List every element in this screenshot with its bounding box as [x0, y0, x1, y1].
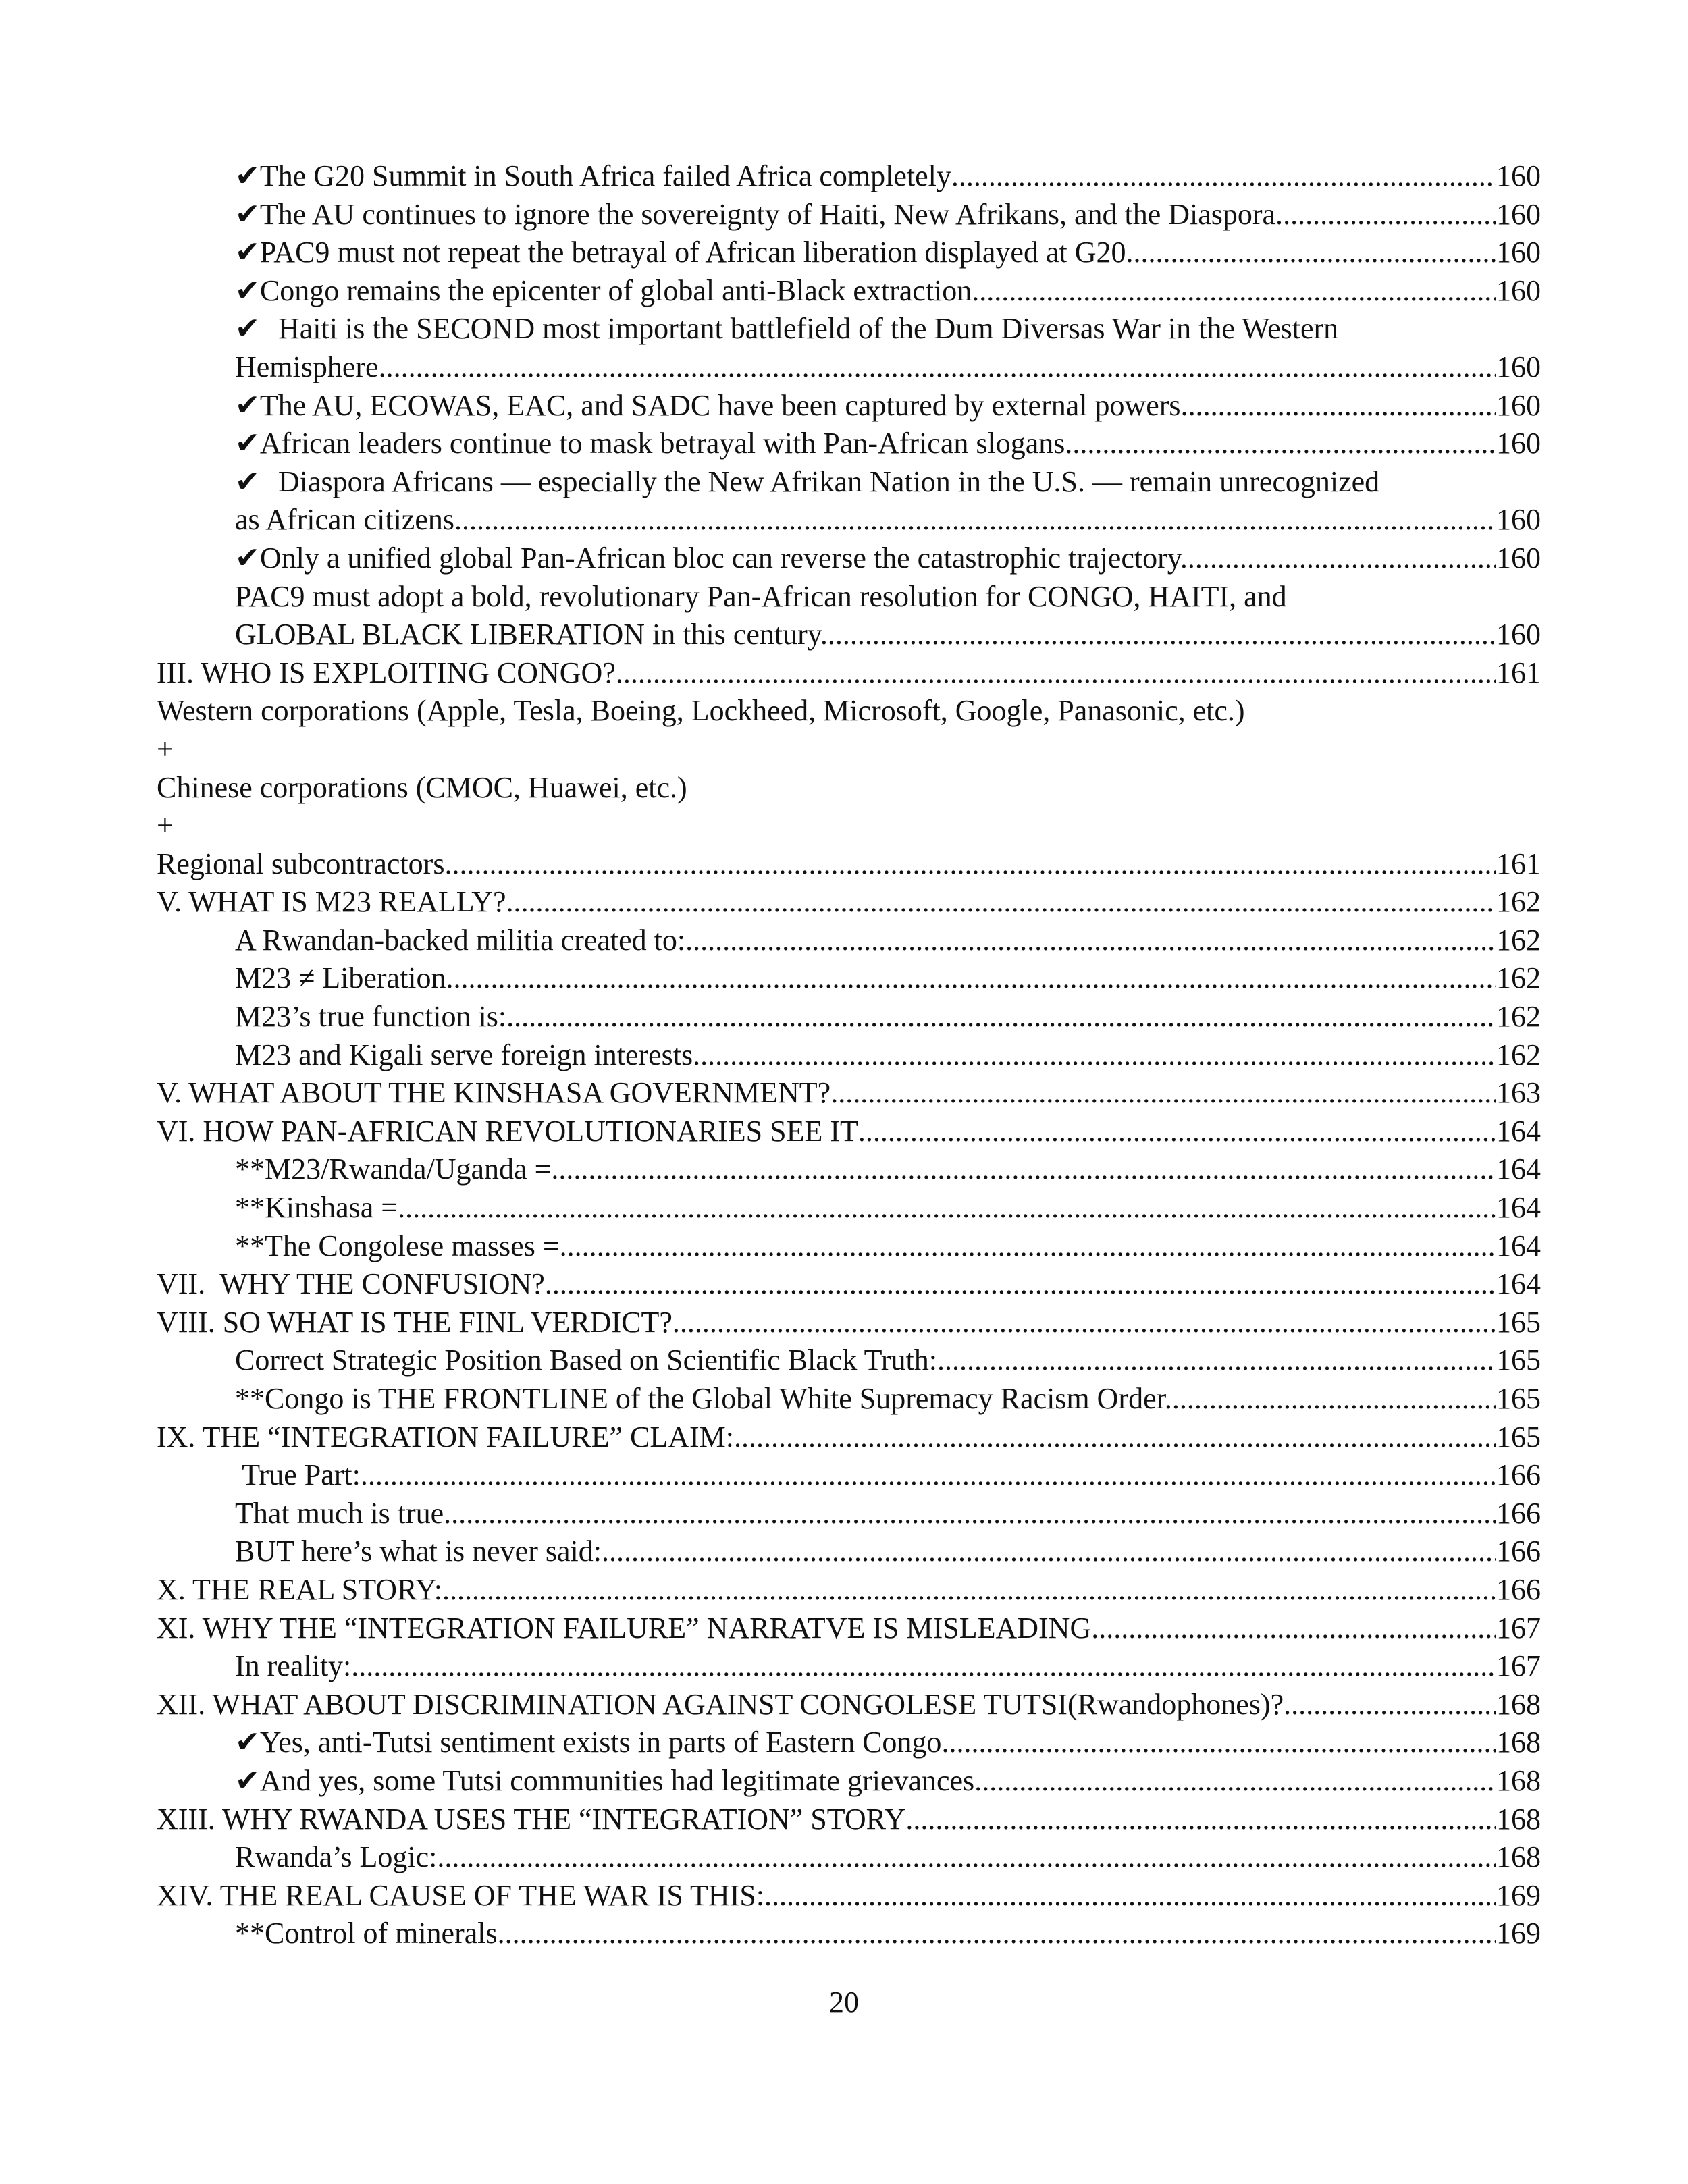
- dot-leader: [1072, 425, 1496, 463]
- toc-entry-page-number: 165: [1496, 1343, 1541, 1377]
- dot-leader: [351, 1647, 1496, 1686]
- dot-leader: [551, 1150, 1496, 1189]
- toc-entry-page-number: 163: [1496, 1076, 1541, 1110]
- toc-entry-page-number: 169: [1496, 1917, 1541, 1950]
- dot-leader: [685, 922, 1496, 960]
- toc-entry-page-number: 167: [1496, 1649, 1541, 1683]
- toc-entry[interactable]: [157, 425, 1541, 463]
- toc-entry-title: PAC9 must not repeat the betrayal of African liberation displayed at G20: [259, 236, 1126, 269]
- dot-leader: [498, 1915, 1496, 1953]
- dot-leader: [446, 959, 1496, 998]
- dot-leader: [444, 845, 1496, 884]
- toc-entry-page-number: 166: [1496, 1458, 1541, 1492]
- toc-entry-page-number: 164: [1496, 1191, 1541, 1225]
- toc-entry-title: Yes, anti-Tutsi sentiment exists in parts of Eastern Congo: [259, 1726, 942, 1759]
- toc-entry-page-number: 161: [1496, 847, 1541, 880]
- toc-entry[interactable]: [157, 539, 1541, 578]
- dot-leader: [454, 501, 1496, 539]
- checkmark-icon: ✔: [235, 464, 260, 498]
- toc-entry-title: Only a unified global Pan-African bloc can reverse the catastrophic trajectory.: [259, 541, 1188, 575]
- toc-entry-title: **M23/Rwanda/Uganda =: [235, 1152, 552, 1186]
- dot-leader: [905, 1801, 1496, 1839]
- toc-entry[interactable]: [157, 310, 1541, 386]
- dot-leader: [974, 1762, 1496, 1801]
- toc-entry-page-number: 162: [1496, 961, 1541, 995]
- toc-entry-page-number: 160: [1496, 273, 1541, 307]
- toc-entry-title: XI. WHY THE “INTEGRATION FAILURE” NARRATVE IS MISLEADING: [157, 1611, 1092, 1645]
- toc-entry[interactable]: [157, 1036, 1541, 1075]
- dot-leader: [1188, 539, 1496, 578]
- toc-entry[interactable]: [157, 463, 1541, 539]
- toc-entry[interactable]: [157, 272, 1541, 311]
- dot-leader: [858, 1113, 1496, 1151]
- toc-entry[interactable]: [157, 1304, 1541, 1342]
- page-number: 20: [829, 1986, 859, 2019]
- toc-entry[interactable]: [157, 1113, 1541, 1151]
- dot-leader: [560, 1227, 1496, 1266]
- toc-entry-title: And yes, some Tutsi communities had legitimate grievances: [259, 1763, 975, 1797]
- toc-entry-title: V. WHAT IS M23 REALLY?: [157, 885, 506, 919]
- toc-entry[interactable]: [157, 1227, 1541, 1266]
- toc-entry-title: XIV. THE REAL CAUSE OF THE WAR IS THIS:: [157, 1878, 765, 1912]
- toc-entry-title: III. WHO IS EXPLOITING CONGO?: [157, 656, 616, 689]
- toc-entry-title-line: ✔ Haiti is the SECOND most important battlefield of the Dum Diversas War in the Western: [235, 310, 1541, 348]
- toc-entry-page-number: 165: [1496, 1305, 1541, 1339]
- toc-entry-title: Rwanda’s Logic:: [235, 1840, 438, 1874]
- toc-entry-page-number: 166: [1496, 1572, 1541, 1606]
- toc-entry[interactable]: [157, 387, 1541, 425]
- dot-leader: [1091, 1609, 1496, 1648]
- dot-leader: [442, 1571, 1496, 1609]
- toc-entry[interactable]: [157, 1495, 1541, 1533]
- toc-entry-title: **Control of minerals: [235, 1917, 498, 1950]
- dot-leader: [616, 654, 1496, 693]
- toc-entry[interactable]: [157, 234, 1541, 272]
- toc-entry-page-number: 160: [1496, 541, 1541, 575]
- toc-entry-title: BUT here’s what is never said:: [235, 1535, 602, 1568]
- toc-entry[interactable]: [157, 1686, 1541, 1724]
- checkmark-icon: ✔: [235, 427, 260, 460]
- toc-entry-title: VII. WHY THE CONFUSION?: [157, 1267, 545, 1301]
- toc-entry[interactable]: [157, 1915, 1541, 1953]
- toc-entry[interactable]: [157, 1456, 1541, 1495]
- toc-entry-title: **Kinshasa =: [235, 1191, 398, 1225]
- toc-entry-page-number: 166: [1496, 1535, 1541, 1568]
- toc-entry[interactable]: [157, 1801, 1541, 1839]
- checkmark-icon: ✔: [235, 1726, 260, 1759]
- dot-leader: [734, 1418, 1496, 1457]
- dot-leader: [672, 1304, 1496, 1342]
- toc-entry-title: IX. THE “INTEGRATION FAILURE” CLAIM:: [157, 1420, 735, 1454]
- toc-entry-page-number: 160: [1496, 618, 1541, 651]
- toc-entry-page-number: 162: [1496, 885, 1541, 919]
- toc-entry[interactable]: [157, 692, 1541, 883]
- toc-entry-page-number: 165: [1496, 1382, 1541, 1415]
- toc-entry-page-number: 160: [1496, 503, 1541, 537]
- toc-entry-title: VIII. SO WHAT IS THE FINL VERDICT?: [157, 1305, 672, 1339]
- dot-leader: [444, 1495, 1496, 1533]
- toc-entry[interactable]: [157, 196, 1541, 234]
- toc-entry[interactable]: [157, 1341, 1541, 1380]
- toc-entry-title: That much is true: [235, 1496, 444, 1530]
- checkmark-icon: ✔: [235, 159, 260, 192]
- toc-entry-title: M23 and Kigali serve foreign interests: [235, 1038, 693, 1071]
- toc-entry-title-line: Chinese corporations (CMOC, Huawei, etc.): [157, 770, 687, 804]
- toc-entry-page-number: 162: [1496, 923, 1541, 957]
- toc-entry[interactable]: [157, 1150, 1541, 1189]
- toc-entry-page-number: 162: [1496, 1038, 1541, 1071]
- dot-leader: [379, 348, 1496, 387]
- toc-entry-page-number: 160: [1496, 159, 1541, 192]
- toc-entry-title: A Rwandan-backed militia created to:: [235, 923, 686, 957]
- toc-entry[interactable]: [157, 1418, 1541, 1457]
- toc-entry[interactable]: [157, 157, 1541, 196]
- toc-entry-title: African leaders continue to mask betrayal with Pan-African slogans.: [259, 427, 1073, 460]
- checkmark-icon: ✔: [235, 197, 260, 231]
- checkmark-icon: ✔: [235, 236, 260, 269]
- toc-entry-title: **Congo is THE FRONTLINE of the Global White Supremacy Racism Order.: [235, 1382, 1172, 1415]
- toc-entry-page-number: 167: [1496, 1611, 1541, 1645]
- toc-entry-title: The AU, ECOWAS, EAC, and SADC have been captured by external powers: [259, 388, 1181, 422]
- dot-leader: [545, 1265, 1496, 1304]
- toc-entry[interactable]: [157, 1571, 1541, 1609]
- dot-leader: [764, 1877, 1496, 1915]
- dot-leader: [398, 1189, 1496, 1227]
- checkmark-icon: ✔: [235, 273, 260, 307]
- toc-entry-page-number: 160: [1496, 350, 1541, 383]
- toc-entry[interactable]: [157, 1074, 1541, 1113]
- dot-leader: [1126, 234, 1497, 272]
- dot-leader: [506, 998, 1496, 1036]
- toc-entry[interactable]: [157, 883, 1541, 922]
- toc-entry[interactable]: [157, 1265, 1541, 1304]
- toc-entry-title: XIII. WHY RWANDA USES THE “INTEGRATION” STORY: [157, 1802, 906, 1836]
- toc-entry-title-line: Western corporations (Apple, Tesla, Boeing, Lockheed, Microsoft, Google, Panasonic, etc.): [157, 694, 1245, 728]
- toc-entry-title-line: +: [157, 732, 174, 766]
- dot-leader: [830, 1074, 1496, 1113]
- checkmark-icon: ✔: [235, 541, 260, 575]
- checkmark-icon: ✔: [235, 388, 260, 422]
- toc-entry-title-line: PAC9 must adopt a bold, revolutionary Pan-African resolution for CONGO, HAITI, and: [235, 579, 1287, 613]
- toc-entry-page-number: 168: [1496, 1687, 1541, 1721]
- toc-entry-page-number: 164: [1496, 1229, 1541, 1262]
- table-of-contents: [157, 157, 1541, 1953]
- toc-entry-page-number: 162: [1496, 1000, 1541, 1034]
- dot-leader: [937, 1341, 1496, 1380]
- toc-entry-page-number: 168: [1496, 1840, 1541, 1874]
- dot-leader: [693, 1036, 1496, 1075]
- toc-entry-title: In reality:: [235, 1649, 352, 1683]
- toc-entry-title: VI. HOW PAN-AFRICAN REVOLUTIONARIES SEE IT: [157, 1114, 858, 1148]
- toc-entry-title: **The Congolese masses =: [235, 1229, 560, 1262]
- toc-entry-page-number: 164: [1496, 1152, 1541, 1186]
- toc-entry-title: XII. WHAT ABOUT DISCRIMINATION AGAINST CONGOLESE TUTSI(Rwandophones)?: [157, 1687, 1284, 1721]
- dot-leader: [361, 1456, 1496, 1495]
- toc-entry[interactable]: [157, 578, 1541, 654]
- toc-entry-page-number: 161: [1496, 656, 1541, 689]
- checkmark-icon: ✔: [235, 1763, 260, 1797]
- toc-entry-title: as African citizens: [235, 503, 454, 537]
- toc-entry-page-number: 160: [1496, 236, 1541, 269]
- dot-leader: [972, 272, 1496, 311]
- toc-entry-page-number: 164: [1496, 1114, 1541, 1148]
- toc-entry-title: M23 ≠ Liberation: [235, 961, 446, 995]
- toc-entry-title: X. THE REAL STORY:: [157, 1572, 442, 1606]
- toc-entry-title-line: ✔ Diaspora Africans — especially the New Afrikan Nation in the U.S. — remain unrecognized: [235, 463, 1541, 502]
- toc-entry-title: Regional subcontractors: [157, 847, 445, 880]
- toc-entry-title: Congo remains the epicenter of global anti-Black extraction: [259, 273, 972, 307]
- toc-entry-page-number: 166: [1496, 1496, 1541, 1530]
- dot-leader: [1284, 1686, 1496, 1724]
- toc-entry[interactable]: [157, 1609, 1541, 1648]
- toc-entry[interactable]: [157, 654, 1541, 693]
- toc-entry[interactable]: [157, 1724, 1541, 1762]
- toc-entry-title: GLOBAL BLACK LIBERATION in this century.: [235, 618, 828, 651]
- toc-entry-title-line: +: [157, 809, 174, 843]
- dot-leader: [951, 157, 1496, 196]
- dot-leader: [1181, 387, 1496, 425]
- toc-entry[interactable]: [157, 1762, 1541, 1801]
- toc-entry-page-number: 160: [1496, 197, 1541, 231]
- toc-entry-page-number: 165: [1496, 1420, 1541, 1454]
- dot-leader: [437, 1838, 1496, 1877]
- dot-leader: [828, 616, 1496, 654]
- toc-entry[interactable]: [157, 1647, 1541, 1686]
- toc-entry[interactable]: [157, 1838, 1541, 1877]
- toc-entry-page-number: 168: [1496, 1763, 1541, 1797]
- toc-entry-page-number: 168: [1496, 1802, 1541, 1836]
- toc-entry-title: The AU continues to ignore the sovereignty of Haiti, New Afrikans, and the Diaspora.: [259, 197, 1284, 231]
- toc-entry-page-number: 164: [1496, 1267, 1541, 1301]
- toc-entry[interactable]: [157, 1877, 1541, 1915]
- toc-entry-page-number: 169: [1496, 1878, 1541, 1912]
- toc-entry-page-number: 160: [1496, 388, 1541, 422]
- dot-leader: [602, 1533, 1496, 1571]
- toc-entry-title: Hemisphere: [235, 350, 379, 383]
- checkmark-icon: ✔: [235, 312, 260, 346]
- toc-entry[interactable]: [157, 998, 1541, 1036]
- toc-entry-title: Correct Strategic Position Based on Scientific Black Truth:: [235, 1343, 937, 1377]
- toc-entry[interactable]: [157, 1533, 1541, 1571]
- dot-leader: [941, 1724, 1496, 1762]
- toc-entry-title: The G20 Summit in South Africa failed Africa completely: [259, 159, 951, 192]
- toc-entry-title: M23’s true function is:: [235, 1000, 507, 1034]
- dot-leader: [506, 883, 1497, 922]
- dot-leader: [1172, 1380, 1496, 1418]
- toc-entry-page-number: 160: [1496, 427, 1541, 460]
- toc-entry-title: True Part:: [235, 1458, 361, 1492]
- toc-entry[interactable]: [157, 922, 1541, 960]
- toc-entry-page-number: 168: [1496, 1726, 1541, 1759]
- toc-entry[interactable]: [157, 1380, 1541, 1418]
- dot-leader: [1283, 196, 1496, 234]
- toc-entry[interactable]: [157, 959, 1541, 998]
- toc-entry-title: V. WHAT ABOUT THE KINSHASA GOVERNMENT?: [157, 1076, 831, 1110]
- toc-entry[interactable]: [157, 1189, 1541, 1227]
